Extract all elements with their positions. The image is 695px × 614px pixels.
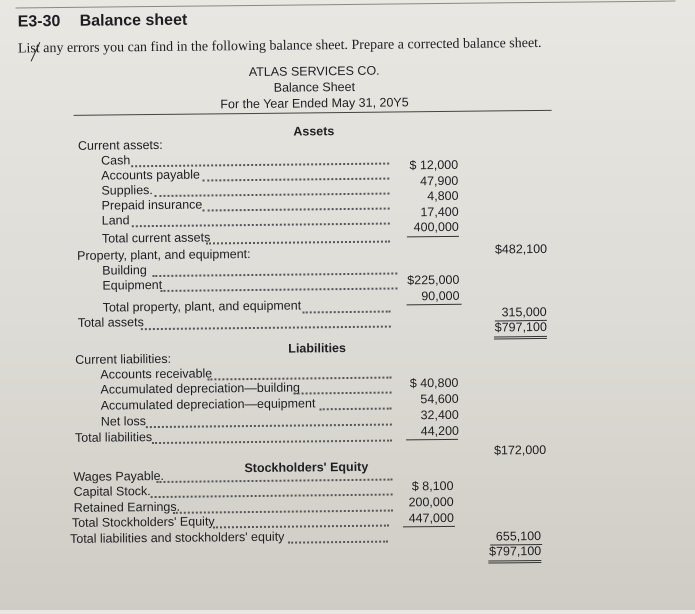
leader-dots [288, 541, 388, 544]
equity-label: Capital Stock. [73, 484, 151, 499]
total-double-underline [494, 336, 547, 340]
asset-label: Prepaid insurance [101, 197, 203, 213]
grand-total-label: Total liabilities and stockholders' equity [69, 529, 285, 546]
subtotal-underline [403, 526, 455, 528]
statement-period: For the Year Ended May 31, 20Y5 [220, 95, 409, 112]
total-ppe-label: Total property, plant, and equipment [102, 298, 302, 315]
asset-label: Cash [101, 153, 131, 168]
subtotal-underline [407, 304, 462, 306]
liabilities-heading: Liabilities [288, 341, 346, 356]
total-current-assets-label: Total current assets [101, 230, 211, 246]
total-liabilities-label: Total liabilities [74, 430, 153, 445]
equity-amount: 200,000 [408, 494, 454, 510]
asset-amount: 47,900 [420, 173, 459, 189]
pen-mark-icon [28, 41, 42, 63]
assets-heading: Assets [293, 124, 335, 139]
asset-amount: 17,400 [420, 204, 459, 220]
subtotal-underline [406, 439, 458, 441]
total-liabilities-amount: $172,000 [493, 442, 547, 458]
grand-total-amount: $797,100 [489, 543, 542, 559]
liability-amount: 32,400 [420, 407, 459, 423]
company-name: ATLAS SERVICES CO. [248, 63, 380, 80]
page-top-rule [16, 1, 676, 9]
leader-dots [152, 272, 397, 277]
total-equity-label: Total Stockholders' Equity [71, 514, 215, 530]
asset-label: Equipment [102, 277, 163, 293]
leader-dots [152, 440, 392, 445]
leader-dots [303, 311, 391, 314]
liability-amount: 44,200 [420, 423, 460, 439]
equity-amount: $ 8,100 [411, 478, 454, 494]
leader-dots [213, 525, 389, 529]
asset-amount: $ 12,000 [409, 157, 459, 173]
liability-label: Accumulated depreciation—equipment [100, 396, 316, 413]
leader-dots [146, 424, 392, 429]
leader-dots [156, 479, 392, 483]
leader-dots [320, 408, 392, 411]
asset-amount: 400,000 [413, 219, 459, 235]
equity-heading: Stockholders' Equity [244, 459, 369, 476]
total-equity-amount: 655,100 [495, 528, 542, 544]
header-rule [74, 110, 552, 116]
leader-dots [294, 392, 392, 395]
statement-name: Balance Sheet [273, 79, 356, 95]
exercise-number: E3-30 [17, 12, 61, 31]
total-assets-label: Total assets [77, 315, 144, 330]
leader-dots [132, 223, 390, 228]
asset-label: Accounts payable [101, 167, 201, 183]
leader-dots [154, 193, 389, 197]
ppe-label: Property, plant, and equipment: [77, 247, 251, 263]
total-assets-amount: $797,100 [494, 319, 547, 335]
liability-amount: $ 40,800 [409, 375, 459, 391]
asset-amount: $225,000 [407, 272, 460, 288]
leader-dots [203, 208, 390, 212]
leader-dots [151, 494, 393, 499]
exercise-instructions: List any errors you can find in the following balance sheet. Prepare a corrected balance sheet. [17, 35, 542, 57]
asset-amount: 4,800 [427, 188, 459, 204]
asset-label: Land [101, 213, 130, 228]
leader-dots [173, 510, 393, 514]
total-ppe-amount: 315,000 [501, 304, 547, 320]
leader-dots [206, 241, 390, 245]
leader-dots [202, 178, 389, 182]
asset-label: Supplies. [101, 183, 153, 198]
leader-dots [141, 326, 391, 331]
asset-amount: 90,000 [421, 288, 460, 304]
liability-label: Net loss [100, 414, 147, 429]
leader-dots [160, 287, 397, 291]
equity-label: Wages Payable. [73, 468, 165, 484]
asset-label: Building [102, 263, 147, 278]
leader-dots [131, 163, 389, 168]
equity-amount: 447,000 [408, 510, 454, 526]
current-assets-label: Current assets: [77, 137, 163, 153]
liability-label: Accumulated depreciation—building [100, 380, 301, 397]
current-liabilities-label: Current liabilities: [75, 351, 172, 367]
liability-amount: 54,600 [420, 391, 459, 407]
subtotal-underline [407, 236, 459, 238]
equity-label: Retained Earnings. [73, 499, 181, 515]
total-double-underline [488, 560, 541, 564]
liability-label: Accounts receivable [100, 366, 213, 382]
total-current-assets-amount: $482,100 [494, 241, 548, 257]
exercise-title: Balance sheet [79, 11, 188, 30]
